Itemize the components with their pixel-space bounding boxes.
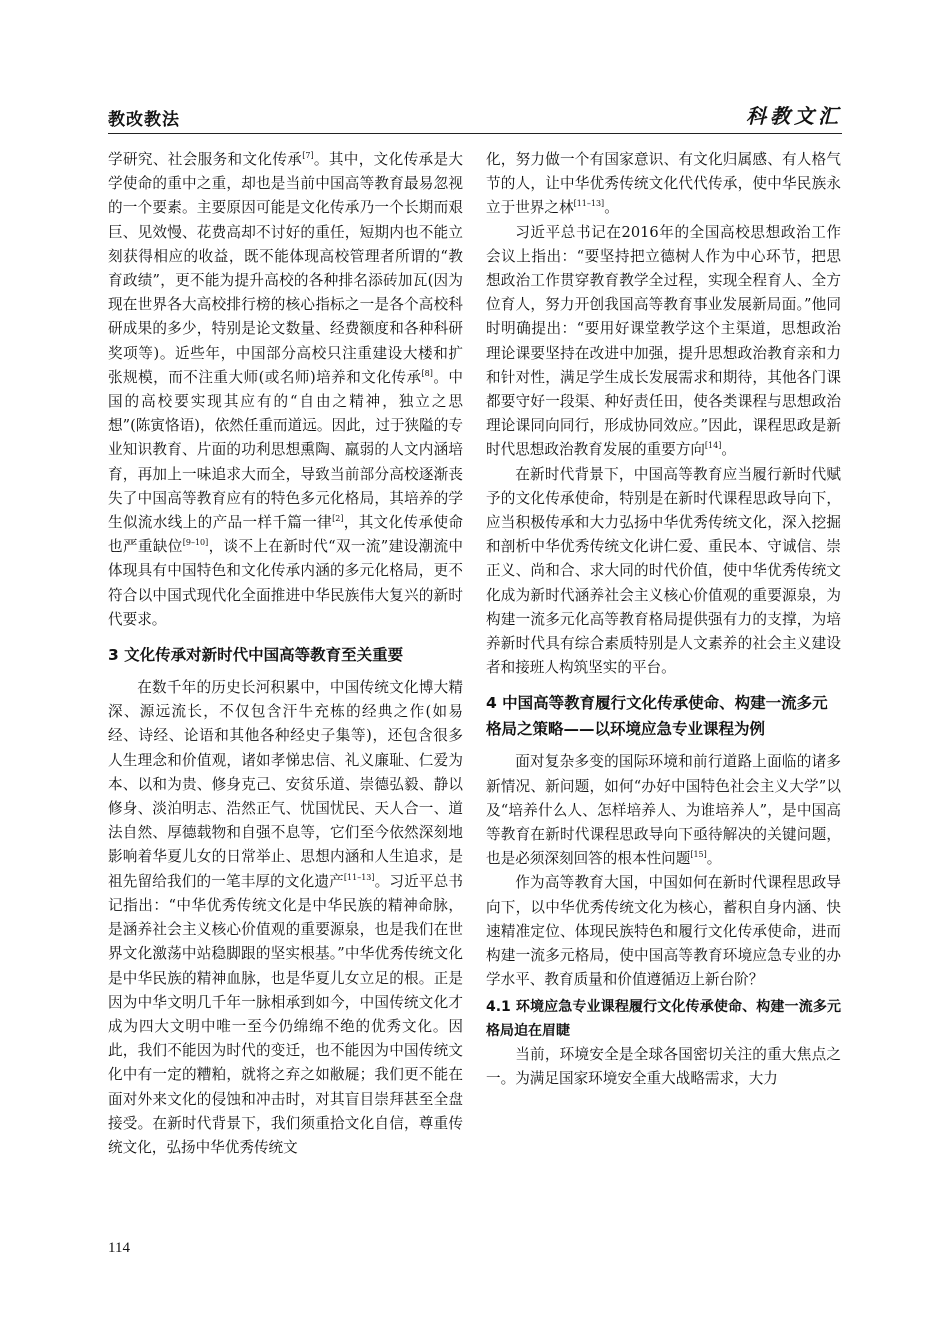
- section-heading-4: 4 中国高等教育履行文化传承使命、构建一流多元格局之策略——以环境应急专业课程为例: [486, 694, 828, 739]
- right-column: [486, 148, 841, 1091]
- header-divider: [108, 133, 842, 134]
- paragraph: 当前，环境安全是全球各国密切关注的重大焦点之一。为满足国家环境安全重大战略需求，大力: [486, 1045, 841, 1087]
- paragraph: 学研究、社会服务和文化传承[7]。其中，文化传承是大学使命的重中之重，却也是当前中国高等教育最易忽视的一个要素。主要原因可能是文化传承乃一个长期而艰巨、见效慢、花费高却不讨好的重任，短期内也不能立刻获得相应的收益，既不能体现高校管理者所谓的“教育政绩”，更不能为提升高校的各种排名添砖加瓦(因为现在世界各大高校排行榜的核心指标之一是各个高校科研成果的多少，特别是论文数量、经费额度和各种科研奖项等)。近些年，中国部分高校只注重建设大楼和扩张规模，而不注重大师(或名师)培养和文化传承[8]。中国的高校要实现其应有的“自由之精神，独立之思想”(陈寅恪语)，依然任重而道远。因此，过于狭隘的专业知识教育、片面的功利思想熏陶、羸弱的人文内涵培育，再加上一味追求大而全，导致当前部分高校逐渐丧失了中国高等教育应有的特色多元化格局，其培养的学生似流水线上的产品一样千篇一律[2]，其文化传承使命也严重缺位[9–10]，谈不上在新时代“双一流”建设潮流中体现具有中国特色和文化传承内涵的多元化格局，更不符合以中国式现代化全面推进中华民族伟大复兴的新时代要求。: [108, 151, 463, 628]
- paragraph: 习近平总书记在2016年的全国高校思想政治工作会议上指出：“要坚持把立德树人作为中心环节，把思想政治工作贯穿教育教学全过程，实现全程育人、全方位育人，努力开创我国高等教育事业发展新局面。”他同时明确提出：“要用好课堂教学这个主渠道，思想政治理论课要坚持在改进中加强，提升思想政治教育亲和力和针对性，满足学生成长发展需求和期待，其他各门课都要守好一段渠、种好责任田，使各类课程与思想政治理论课同向同行，形成协同效应。”因此，课程思政是新时代思想政治教育发展的重要方向[14]。: [486, 223, 841, 459]
- left-column: [108, 148, 463, 1160]
- section-label: 教改教法: [108, 110, 180, 130]
- page-number: 114: [108, 1240, 130, 1256]
- journal-title: 科教文汇: [746, 104, 842, 128]
- subsection-heading-4-1: 4.1 环境应急专业课程履行文化传承使命、构建一流多元格局迫在眉睫: [486, 998, 841, 1039]
- paragraph: 作为高等教育大国，中国如何在新时代课程思政导向下，以中华优秀传统文化为核心，蓄积自身内涵、快速精准定位、体现民族特色和履行文化传承使命，进而构建一流多元格局，使中国高等教育环境应急专业的办学水平、教育质量和价值遵循迈上新台阶？: [486, 874, 841, 989]
- paragraph: 面对复杂多变的国际环境和前行道路上面临的诸多新情况、新问题，如何“办好中国特色社会主义大学”以及“培养什么人、怎样培养人、为谁培养人”，是中国高等教育在新时代课程思政导向下亟待解决的关键问题，也是必须深刻回答的根本性问题[15]。: [486, 753, 841, 868]
- paragraph: 化，努力做一个有国家意识、有文化归属感、有人格气节的人，让中华优秀传统文化代代传承，使中华民族永立于世界之林[11–13]。: [486, 151, 841, 217]
- paragraph: 在新时代背景下，中国高等教育应当履行新时代赋予的文化传承使命，特别是在新时代课程思政导向下，应当积极传承和大力弘扬中华优秀传统文化，深入挖掘和剖析中华优秀传统文化讲仁爱、重民本、守诚信、崇正义、尚和合、求大同的时代价值，使中华优秀传统文化成为新时代涵养社会主义核心价值观的重要源泉，为构建一流多元化高等教育格局提供强有力的支撑，为培养新时代具有综合素质特别是人文素养的社会主义建设者和接班人构筑坚实的平台。: [486, 465, 841, 677]
- section-heading-3: 3 文化传承对新时代中国高等教育至关重要: [108, 646, 404, 665]
- paragraph: 在数千年的历史长河积累中，中国传统文化博大精深、源远流长，不仅包含汗牛充栋的经典之作(如易经、诗经、论语和其他各种经史子集等)，还包含很多人生理念和价值观，诸如孝悌忠信、礼义廉耻、仁爱为本、以和为贵、修身克己、安贫乐道、崇德弘毅、静以修身、淡泊明志、浩然正气、忧国忧民、天人合一、道法自然、厚德载物和自强不息等，它们至今依然深刻地影响着华夏儿女的日常举止、思想内涵和人生追求，是祖先留给我们的一笔丰厚的文化遗产[11–13]。习近平总书记指出：“中华优秀传统文化是中华民族的精神命脉，是涵养社会主义核心价值观的重要源泉，也是我们在世界文化激荡中站稳脚跟的坚实根基。”中华优秀传统文化是中华民族的精神血脉，也是华夏儿女立足的根。正是因为中华文明几千年一脉相承到如今，中国传统文化才成为四大文明中唯一至今仍绵绵不绝的优秀文化。因此，我们不能因为时代的变迁，也不能因为中国传统文化中有一定的糟粕，就将之弃之如敝屣；我们更不能在面对外来文化的侵蚀和冲击时，对其盲目崇拜甚至全盘接受。在新时代背景下，我们须重拾文化自信，尊重传统文化，弘扬中华优秀传统文: [108, 679, 463, 1156]
